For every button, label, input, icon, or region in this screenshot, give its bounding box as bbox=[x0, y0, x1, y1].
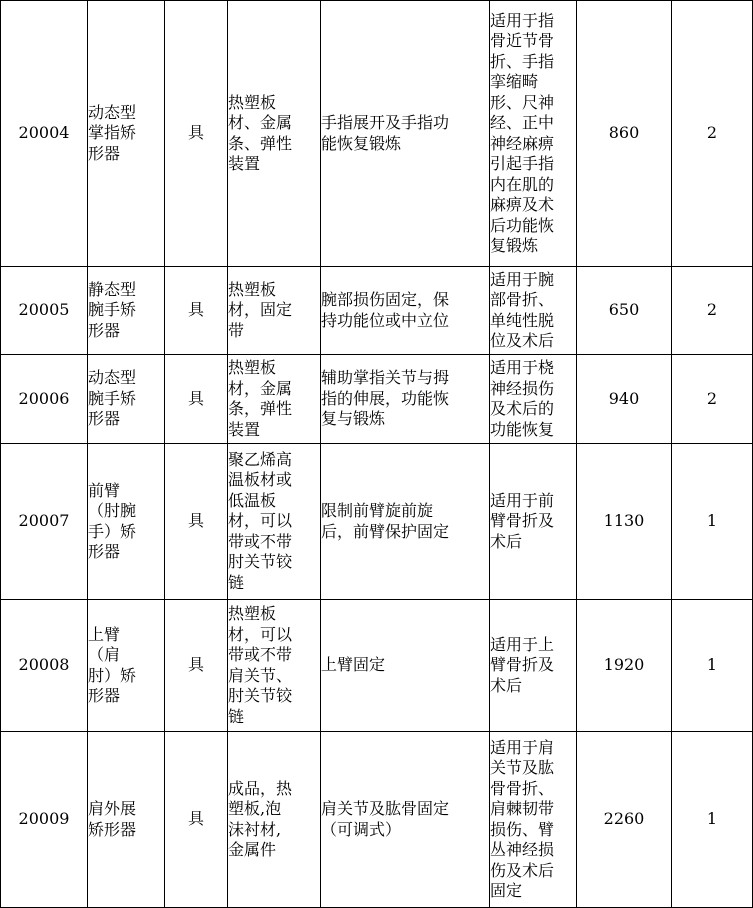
item-material: 热塑板 材，固定 带 bbox=[228, 267, 321, 355]
item-scope: 适用于前 臂骨折及 术后 bbox=[490, 444, 577, 600]
item-code: 20006 bbox=[1, 355, 88, 444]
item-material: 聚乙烯高 温板材或 低温板 材，可以 带或不带 肘关节铰 链 bbox=[228, 444, 321, 600]
item-price: 1130 bbox=[577, 444, 672, 600]
item-name: 上臂 （肩 肘）矫 形器 bbox=[88, 600, 165, 732]
item-code: 20009 bbox=[1, 732, 88, 908]
item-name: 动态型 掌指矫 形器 bbox=[88, 1, 165, 267]
table-row bbox=[1, 267, 753, 355]
table-row bbox=[1, 444, 753, 600]
item-scope: 适用于桡 神经损伤 及术后的 功能恢复 bbox=[490, 355, 577, 444]
table-row bbox=[1, 355, 753, 444]
item-code: 20008 bbox=[1, 600, 88, 732]
item-quantity: 2 bbox=[672, 1, 753, 267]
item-quantity: 1 bbox=[672, 444, 753, 600]
item-code: 20004 bbox=[1, 1, 88, 267]
item-scope: 适用于指 骨近节骨 折、手指 挛缩畸 形、尺神 经、正中 神经麻痹 引起手指 内在肌的 麻痹及术 后功能恢 复锻炼 bbox=[490, 1, 577, 267]
item-usage: 手指展开及手指功 能恢复锻炼 bbox=[321, 1, 490, 267]
item-material: 热塑板 材，金属 条，弹性 装置 bbox=[228, 355, 321, 444]
item-material: 热塑板 材、金属 条、弹性 装置 bbox=[228, 1, 321, 267]
item-material: 热塑板 材，可以 带或不带 肩关节、 肘关节铰 链 bbox=[228, 600, 321, 732]
item-quantity: 1 bbox=[672, 600, 753, 732]
item-usage: 辅助掌指关节与拇 指的伸展，功能恢 复与锻炼 bbox=[321, 355, 490, 444]
table-row bbox=[1, 1, 753, 267]
item-unit: 具 bbox=[165, 732, 228, 908]
item-unit: 具 bbox=[165, 1, 228, 267]
item-name: 动态型 腕手矫 形器 bbox=[88, 355, 165, 444]
item-scope: 适用于肩 关节及肱 骨骨折、 肩棘韧带 损伤、臂 丛神经损 伤及术后 固定 bbox=[490, 732, 577, 908]
item-usage: 上臂固定 bbox=[321, 600, 490, 732]
item-unit: 具 bbox=[165, 600, 228, 732]
item-name: 静态型 腕手矫 形器 bbox=[88, 267, 165, 355]
item-code: 20005 bbox=[1, 267, 88, 355]
item-code: 20007 bbox=[1, 444, 88, 600]
item-unit: 具 bbox=[165, 267, 228, 355]
item-price: 860 bbox=[577, 1, 672, 267]
table-row bbox=[1, 732, 753, 908]
item-unit: 具 bbox=[165, 444, 228, 600]
item-quantity: 2 bbox=[672, 355, 753, 444]
item-price: 1920 bbox=[577, 600, 672, 732]
item-usage: 限制前臂旋前旋 后，前臂保护固定 bbox=[321, 444, 490, 600]
item-name: 肩外展 矫形器 bbox=[88, 732, 165, 908]
item-quantity: 2 bbox=[672, 267, 753, 355]
item-usage: 肩关节及肱骨固定 （可调式） bbox=[321, 732, 490, 908]
item-unit: 具 bbox=[165, 355, 228, 444]
item-price: 940 bbox=[577, 355, 672, 444]
item-scope: 适用于上 臂骨折及 术后 bbox=[490, 600, 577, 732]
item-material: 成品，热 塑板,泡 沫衬材, 金属件 bbox=[228, 732, 321, 908]
item-quantity: 1 bbox=[672, 732, 753, 908]
table-row bbox=[1, 600, 753, 732]
item-price: 650 bbox=[577, 267, 672, 355]
item-scope: 适用于腕 部骨折、 单纯性脱 位及术后 bbox=[490, 267, 577, 355]
item-price: 2260 bbox=[577, 732, 672, 908]
item-name: 前臂 （肘腕 手）矫 形器 bbox=[88, 444, 165, 600]
item-usage: 腕部损伤固定，保 持功能位或中立位 bbox=[321, 267, 490, 355]
